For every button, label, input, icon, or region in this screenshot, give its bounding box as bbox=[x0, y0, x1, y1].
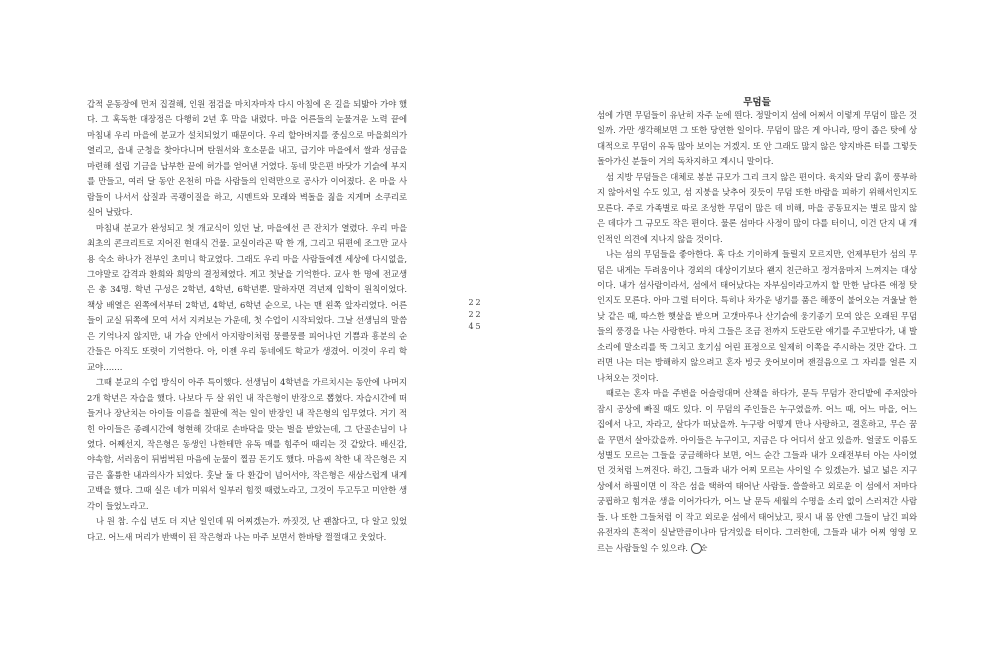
paragraph bbox=[597, 386, 917, 556]
left-body-text bbox=[87, 97, 407, 545]
paragraph: 그때 분교의 수업 방식이 아주 특이했다. 선생님이 4학년을 가르치시는 동안에 나머지 2개 학년은 자습을 했다. 나보다 두 살 위인 내 작은형이 반장으로 뽑혔다. 자습시간에 떠들거나 장난치는 아이들 이름을 칠판에 적는 일이 반장인 내 작은형의 임무였다. 거기 적힌 아이들은 종례시간에 형현해 갓대로 손바닥을 맞는 벌을 받았는데, 그 단골손님이 나였다. 어째선지, 작은형은 동생인 나한테만 유독 매를 힘주어 때리는 것 같았다. 배신감, 야속함, 서러움이 뒤범벅된 마음에 눈물이 찔끔 돈기도 했다. 마음씨 착한 내 작은형은 지금은 훌륭한 내과의사가 되었다. 훗날 둘 다 환갑이 넘어서야, 작은형은 새삼스럽게 내게 고백을 했다. 그때 실은 네가 미워서 일부러 힘껏 때렸노라고, 그것이 두고두고 미안한 생각이 들었노라고. bbox=[87, 377, 407, 511]
right-body-text bbox=[597, 108, 917, 556]
essay-title: 무덤들 bbox=[743, 97, 771, 108]
page-number-left: 224 bbox=[468, 298, 474, 331]
page-number-right: 225 bbox=[475, 298, 481, 331]
paragraph: 섬 지방 무덤들은 대체로 봉분 규모가 그리 크지 않은 편이다. 육지와 달리 흙이 풍부하지 않아서일 수도 있고, 섬 지붕을 낮추어 짓듯이 무덤 또한 바람을 피하기 위해서인지도 모른다. 주로 가족별로 따로 조성한 무덤이 많은 데 비해, 마을 공동묘지는 별로 많지 않은 데다가 그 규모도 작은 편이다. 물론 섬마다 사정이 많이 다를 터이니, 이건 단지 내 개인적인 의견에 지나지 않을 것이다. bbox=[597, 171, 917, 244]
end-mark-icon: 순 bbox=[691, 543, 702, 554]
paragraph: 마침내 분교가 완성되고 첫 개교식이 있던 날, 마을에선 큰 잔치가 열렸다. 우리 마을 최초의 콘크리트로 지어진 현대식 건물. 교실이라곤 딱 한 개, 그리고 뒤편에 조그만 교사용 숙소 하나가 전부인 초미니 학교였다. 그래도 우리 마을 사람들에겐 세상에 다시없을, 그야말로 감격과 환희와 희망의 결정체였다. 게고 첫날을 기억한다. 교사 한 명에 전교생은 총 34명. 학년 구성은 2학년, 4학년, 6학년뿐. 말하자면 격년제 입학이 원칙이었다. 책상 배열은 왼쪽에서부터 2학년, 4학년, 6학년 순으로, 나는 맨 왼쪽 앞자리였다. 어른들이 교실 뒤쪽에 모여 서서 지켜보는 가운데, 첫 수업이 시작되었다. 그날 선생님의 말씀은 기억나지 않지만, 내 가슴 안에서 아지랑이처럼 뭉클뭉클 피어나던 기쁨과 흥분의 순간들은 아직도 또렷이 기억한다. 아, 이젠 우리 동네에도 학교가 생겼어. 이것이 우리 학교야……. bbox=[87, 222, 407, 372]
paragraph: 나는 섬의 무덤들을 좋아한다. 혹 다소 기이하게 들릴지 모르지만, 언제부턴가 섬의 무덤은 내게는 두려움이나 경외의 대상이기보다 왠지 친근하고 정겨움마저 느껴지는 대상이다. 내가 섬사람이라서, 섬에서 태어났다는 자부심이라고까지 할 만한 남다른 애정 탓인지도 모른다. 아마 그럴 터이다. 특히나 차가운 냉기를 품은 해풍이 불어오는 겨울날 한낮 같은 때, 따스한 햇살을 받으며 고갯마루나 산기슭에 웅기종기 모여 앉은 오래된 무덤들의 풍경을 나는 사랑한다. 마치 그들은 조금 전까지 도란도란 얘기를 주고받다가, 내 발소리에 말소리를 뚝 그치고 호기심 어린 표정으로 일제히 이쪽을 주시하는 것만 같다. 그러면 나는 더는 방해하지 않으려고 혼자 빙긋 웃어보이며 잰걸음으로 그 자리를 얼른 지나쳐오는 것이다. bbox=[597, 249, 917, 383]
right-page bbox=[500, 0, 1000, 666]
paragraph: 나 원 참. 수십 년도 더 지난 일인데 뭐 어찌겠는가. 까짓것, 난 괜찮다고, 다 알고 있었다고. 어느새 머리가 반백이 된 작은형과 나는 마주 보면서 한바탕 껄껄대고 웃었다. bbox=[87, 516, 407, 542]
paragraph-text: 때로는 혼자 마을 주변을 어슬렁대며 산책을 하다가, 문득 무덤가 잔디밭에 주저앉아 잠시 공상에 빠질 때도 있다. 이 무덤의 주인들은 누구였을까. 어느 때, 어느 마을, 어느 집에서 나고, 자라고, 살다가 떠났을까. 누구랑 어떻게 만나 사랑하고, 결혼하고, 무슨 꿈을 꾸면서 살아갔을까. 아이들은 누구이고, 지금은 다 어디서 살고 있을까. 얼굴도 이름도 성별도 모르는 그들을 궁금해하다 보면, 어느 순간 그들과 내가 오래전부터 아는 사이였던 것처럼 느껴진다. 하긴, 그들과 내가 어찌 모르는 사이일 수 있겠는가. 넓고 넓은 지구상에서 하필이면 이 작은 섬을 택하여 태어난 사람들. 쓸쓸하고 외로운 이 섬에서 저마다 궁핍하고 힘겨운 생을 이어가다가, 어느 날 문득 세월의 수명을 소리 없이 스러져간 사람들. 나 또한 그들처럼 이 작고 외로운 섬에서 태어났고, 핏시 내 몸 안엔 그들이 남긴 피와 유전자의 흔적이 실낱만큼이나마 담겨있을 터이다. 그러한데, 그들과 내가 어찌 영영 모르는 사람들일 수 있으랴. bbox=[597, 388, 917, 553]
paragraph: 섬에 가면 무덤들이 유난히 자주 눈에 띈다. 정말이지 섬에 어쩌서 이렇게 무덤이 많은 것일까. 가만 생각해보면 그 또한 당연한 일이다. 무덤이 많은 게 아니라, 땅이 좁은 탓에 상대적으로 무덤이 유독 많아 보이는 거겠지. 또 안 그래도 많지 않은 양지바른 터를 그렇듯 돌아가신 분들이 거의 독차지하고 계시니 말이다. bbox=[597, 110, 917, 167]
paragraph: 갑적 운동장에 먼저 집결해, 인원 점검을 마치자마자 다시 아침에 온 길을 되밟아 가야 했다. 그 혹독한 대장정은 다행히 2년 후 막을 내렸다. 마을 어른들의 눈물겨운 노력 끝에 마침내 우리 마을에 분교가 설치되었기 때문이다. 우리 할아버지를 중심으로 마을회의가 열리고, 읍내 군청을 찾아다니며 탄원서와 호소문을 내고, 급기야 마을에서 쌀과 성금을 마련해 설립 기금을 납부한 끝에 허가를 얻어낸 거였다. 동네 맞은편 바닷가 기슭에 부지를 만들고, 여러 달 동안 온천히 마을 사람들의 인력만으로 공사가 이어졌다. 온 마을 사람들이 나서서 삽질과 곡괭이질을 하고, 시멘트와 모래와 벽돌을 짊을 지게며 소쿠리로 실어 날랐다. bbox=[87, 99, 407, 218]
